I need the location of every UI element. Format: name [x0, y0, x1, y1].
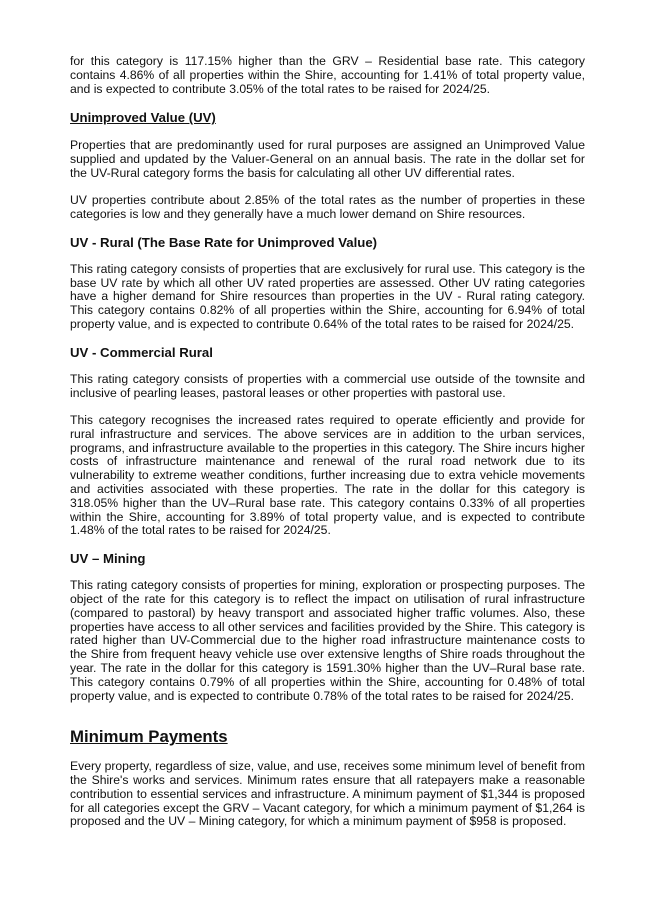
intro-continuation-paragraph: for this category is 117.15% higher than the GRV – Residential base rate. This category contains 4.86% of all properties within the Shire, accounting for 1.41% of total property value, and is expected to contribute 3.05% of the total rates to be raised for 2024/25. [70, 54, 585, 96]
uv-commercial-rural-paragraph-2: This category recognises the increased rates required to operate efficiently and provide for rural infrastructure and services. The above services are in addition to the urban services, programs, and infrastructure available to the properties in this category. The Shire incurs higher costs of infrastructure maintenance and renewal of the rural road network due to its vulnerability to extreme weather conditions, further increasing due to extra vehicle movements and activities associated with these properties. The rate in the dollar for this category is 318.05% higher than the UV–Rural base rate. This category contains 0.33% of all properties within the Shire, accounting for 3.89% of total property value, and is expected to contribute 1.48% of the total rates to be raised for 2024/25. [70, 412, 585, 538]
section-heading-uv-commercial-rural: UV - Commercial Rural [70, 344, 213, 360]
unimproved-value-paragraph-2: UV properties contribute about 2.85% of the total rates as the number of properties in these categories is low and they generally have a much lower demand on Shire resources. [70, 193, 585, 222]
section-heading-uv-rural: UV - Rural (The Base Rate for Unimproved Value) [70, 234, 378, 250]
uv-rural-paragraph-1: This rating category consists of properties that are exclusively for rural use. This category is the base UV rate by which all other UV rated properties are assessed. Other UV rating categories have a higher demand for Shire resources than properties in the UV - Rural rating category. This category contains 0.82% of all properties within the Shire, accounting for 6.94% of total property value, and is expected to contribute 0.64% of the total rates to be raised for 2024/25. [70, 261, 585, 332]
uv-commercial-rural-paragraph-1: This rating category consists of properties with a commercial use outside of the townsite and inclusive of pearling leases, pastoral leases or other properties with pastoral use. [70, 371, 585, 400]
minimum-payments-paragraph-1: Every property, regardless of size, value, and use, receives some minimum level of benefit from the Shire's works and services. Minimum rates ensure that all ratepayers make a reasonable contribution to essential services and infrastructure. A minimum payment of $1,344 is proposed for all categories except the GRV – Vacant category, for which a minimum payment of $1,264 is proposed and the UV – Mining category, for which a minimum payment of $958 is proposed. [70, 759, 585, 829]
document-page [70, 55, 585, 829]
section-heading-minimum-payments: Minimum Payments [70, 727, 228, 747]
section-heading-uv-mining: UV – Mining [70, 551, 146, 567]
section-heading-unimproved-value: Unimproved Value (UV) [70, 110, 216, 126]
uv-mining-paragraph-1: This rating category consists of properties for mining, exploration or prospecting purposes. The object of the rate for this category is to reflect the impact on utilisation of rural infrastructure (compared to pastoral) by heavy transport and associated higher traffic volumes. Also, these properties have access to all other services and facilities provided by the Shire. This category is rated higher than UV-Commercial due to the higher road infrastructure maintenance costs to the Shire from frequent heavy vehicle use over extensive lengths of Shire roads throughout the year. The rate in the dollar for this category is 1591.30% higher than the UV–Rural base rate. This category contains 0.79% of all properties within the Shire, accounting for 0.48% of total property value, and is expected to contribute 0.78% of the total rates to be raised for 2024/25. [70, 578, 585, 703]
unimproved-value-paragraph-1: Properties that are predominantly used for rural purposes are assigned an Unimproved Value supplied and updated by the Valuer-General on an annual basis. The rate in the dollar set for the UV-Rural category forms the basis for calculating all other UV differential rates. [70, 138, 585, 180]
